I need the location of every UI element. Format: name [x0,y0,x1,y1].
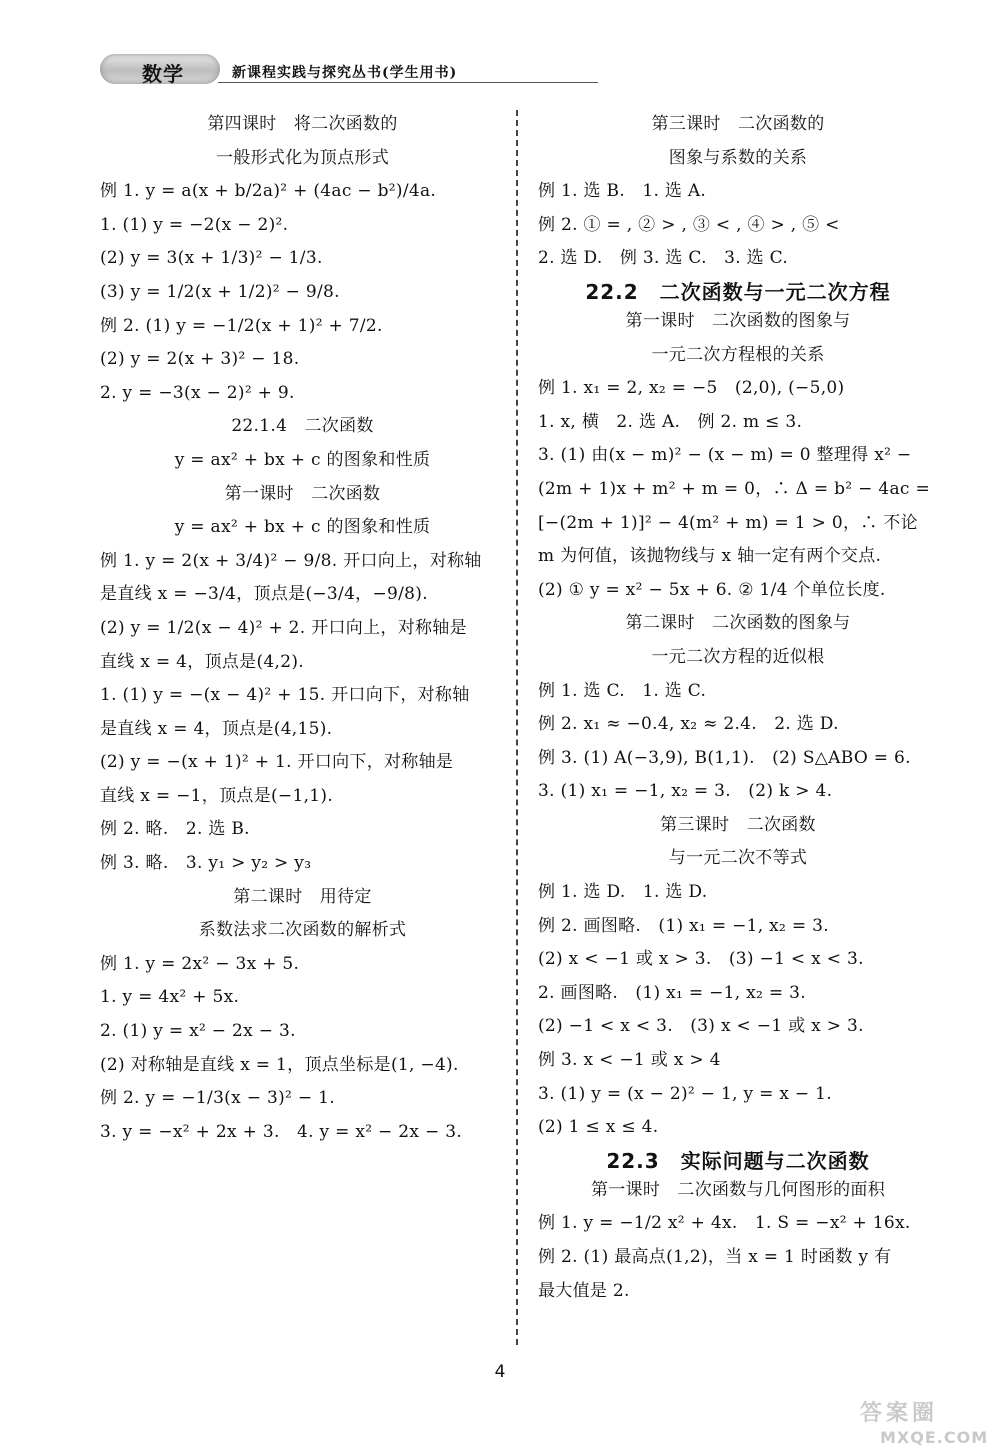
lesson-title: y = ax² + bx + c 的图象和性质 [174,449,431,470]
answer-line: 例 3. (1) A(−3,9), B(1,1). (2) S△ABO = 6. [538,747,911,768]
answer-line: (2) y = 1/2(x − 4)² + 2. 开口向上，对称轴是 [100,617,467,638]
lesson-title: 第二课时 二次函数的图象与 [625,613,851,634]
answer-line: (2) y = −(x + 1)² + 1. 开口向下，对称轴是 [100,752,454,773]
answer-line: (3) y = 1/2(x + 1/2)² − 9/8. [100,281,340,302]
lesson-title: 一元二次方程的近似根 [651,646,825,667]
answer-line: 例 2. (1) y = −1/2(x + 1)² + 7/2. [100,315,383,336]
lesson-title: 系数法求二次函数的解析式 [198,920,407,941]
watermark-logo [820,1396,990,1452]
answer-line: 例 1. y = 2x² − 3x + 5. [100,953,300,974]
answer-line: 例 2. 略. 2. 选 B. [100,819,250,840]
answer-line: 最大值是 2. [538,1280,630,1301]
answer-line: m 为何值，该抛物线与 x 轴一定有两个交点. [538,546,882,567]
answer-line: 例 2. ① = , ② > , ③ < , ④ > , ⑤ < [538,214,840,235]
header-rule [218,82,598,83]
lesson-title: 第三课时 二次函数 [660,814,816,835]
answer-line: (2) y = 2(x + 3)² − 18. [100,349,300,370]
answer-line: 是直线 x = 4，顶点是(4,15). [100,718,333,739]
lesson-title: 一元二次方程根的关系 [651,344,825,365]
answer-line: 例 2. y = −1/3(x − 3)² − 1. [100,1088,335,1109]
answer-line: 例 2. (1) 最高点(1,2)，当 x = 1 时函数 y 有 [538,1247,892,1267]
lesson-title: 第一课时 二次函数 [224,483,381,504]
answer-line: 2. 画图略. (1) x₁ = −1, x₂ = 3. [538,982,806,1003]
lesson-title: 第四课时 将二次函数的 [207,114,398,134]
answer-line: 例 3. x < −1 或 x > 4 [538,1050,721,1071]
watermark-text: 答案圈 [860,1401,939,1426]
answer-line: 2. (1) y = x² − 2x − 3. [100,1021,296,1042]
series-title: 新课程实践与探究丛书(学生用书) [232,65,458,81]
lesson-title: 一般形式化为顶点形式 [216,147,389,168]
answer-line: 例 2. x₁ ≈ −0.4, x₂ ≈ 2.4. 2. 选 D. [538,714,839,735]
answer-line: 例 1. 选 B. 1. 选 A. [538,181,707,202]
answer-line: 例 1. y = 2(x + 3/4)² − 9/8. 开口向上，对称轴 [100,550,482,571]
answer-line: 3. (1) y = (x − 2)² − 1, y = x − 1. [538,1083,832,1104]
right-column [538,108,938,1308]
answer-line: 2. y = −3(x − 2)² + 9. [100,382,295,403]
answer-line: 3. (1) 由(x − m)² − (x − m) = 0 整理得 x² − [538,445,912,466]
answer-line: (2) 对称轴是直线 x = 1，顶点坐标是(1, −4). [100,1054,459,1075]
answer-line: 例 1. 选 C. 1. 选 C. [538,680,707,701]
answer-line: 例 1. 选 D. 1. 选 D. [538,882,708,903]
answer-line: (2) −1 < x < 3. (3) x < −1 或 x > 3. [538,1016,864,1037]
answer-line: (2m + 1)x + m² + m = 0，∴ Δ = b² − 4ac = [538,478,930,499]
lesson-title: 第二课时 用待定 [233,886,372,907]
answer-line: 1. (1) y = −2(x − 2)². [100,214,289,235]
answer-line: 直线 x = 4，顶点是(4,2). [100,651,304,672]
answer-line: 例 1. x₁ = 2, x₂ = −5 (2,0), (−5,0) [538,378,845,399]
answer-line: [−(2m + 1)]² − 4(m² + m) = 1 > 0，∴ 不论 [538,512,918,533]
answer-line: (2) x < −1 或 x > 3. (3) −1 < x < 3. [538,949,864,970]
page-number: 4 [494,1362,506,1382]
section-heading: 22.2 二次函数与一元二次方程 [585,279,891,304]
page-header [100,48,480,88]
section-heading: 22.3 实际问题与二次函数 [606,1148,870,1173]
column-divider [516,110,518,1345]
answer-line: 3. y = −x² + 2x + 3. 4. y = x² − 2x − 3. [100,1121,463,1142]
lesson-title: y = ax² + bx + c 的图象和性质 [174,517,431,538]
answer-line: 例 1. y = −1/2 x² + 4x. 1. S = −x² + 16x. [538,1213,911,1234]
answer-line: (2) 1 ≤ x ≤ 4. [538,1117,659,1138]
watermark-url: MXQE.COM [880,1428,989,1447]
lesson-title: 第一课时 二次函数的图象与 [625,310,851,331]
answer-line: 2. 选 D. 例 3. 选 C. 3. 选 C. [538,248,789,269]
lesson-title: 图象与系数的关系 [668,147,808,168]
answer-line: 1. (1) y = −(x − 4)² + 15. 开口向下，对称轴 [100,685,470,706]
lesson-title: 第一课时 二次函数与几何图形的面积 [590,1179,886,1200]
answer-line: 直线 x = −1，顶点是(−1,1). [100,785,334,806]
answer-line: 3. (1) x₁ = −1, x₂ = 3. (2) k > 4. [538,781,833,802]
answer-line: 例 2. 画图略. (1) x₁ = −1, x₂ = 3. [538,915,829,936]
left-column [100,108,505,1149]
answer-line: 例 1. y = a(x + b/2a)² + (4ac − b²)/4a. [100,181,437,202]
answer-line: 是直线 x = −3/4，顶点是(−3/4，−9/8). [100,584,428,605]
lesson-title: 与一元二次不等式 [668,848,808,869]
lesson-title: 第三课时 二次函数的 [651,114,825,134]
answer-line: (2) y = 3(x + 1/3)² − 1/3. [100,248,323,269]
answer-line: 例 3. 略. 3. y₁ > y₂ > y₃ [100,853,312,874]
answer-line: 1. x, 横 2. 选 A. 例 2. m ≤ 3. [538,411,803,432]
answer-line: 1. y = 4x² + 5x. [100,987,240,1008]
subject-title: 数学 [142,62,184,86]
answer-line: (2) ① y = x² − 5x + 6. ② 1/4 个单位长度. [538,579,886,600]
lesson-title: 22.1.4 二次函数 [231,416,374,437]
